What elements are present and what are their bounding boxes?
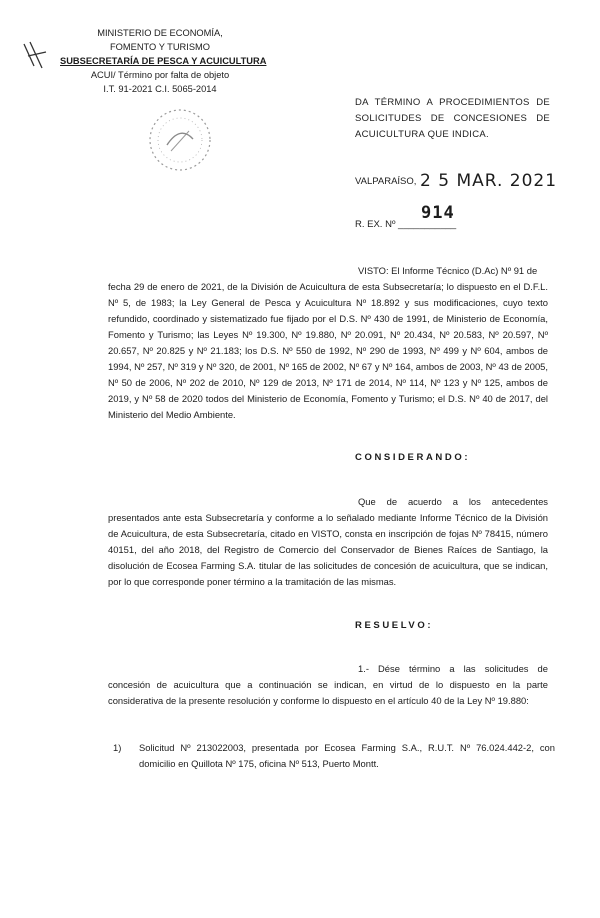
list-item-text: Solicitud Nº 213022003, presentada por Ecosea Farming S.A., R.U.T. Nº 76.024.442-2, con domicilio en Quillota Nº 175, oficina Nº 513, Puerto Montt. (139, 742, 555, 769)
considerando-paragraph (108, 494, 548, 590)
date-stamp: 2 5 MAR. 2021 (420, 171, 558, 191)
handwritten-initials (20, 38, 50, 78)
reference-line-2: I.T. 91-2021 C.I. 5065-2014 (103, 84, 217, 94)
resolution-title: DA TÉRMINO A PROCEDIMIENTOS DE SOLICITUDES DE CONCESIONES DE ACUICULTURA QUE INDICA. (355, 97, 550, 140)
considerando-heading: CONSIDERANDO: (355, 452, 471, 463)
letterhead (60, 26, 280, 96)
place-label: VALPARAÍSO, (355, 176, 417, 187)
visto-paragraph (108, 263, 548, 423)
list-item-number: 1) (113, 742, 122, 753)
considerando-body: presentados ante esta Subsecretaría y conforme a lo señalado mediante Informe Técnico de la División de Acuicultura, de esta Subsecretaría, citado en VISTO, consta en inscripción de fojas Nº 78415, número 40151, del año 2018, del Registro de Comercio del Conservador de Bienes Raíces de Santiago, la disolución de Ecosea Farming S.A. titular de las solicitudes de concesión de acuicultura, que se indican, por lo que corresponde poner término a la tramitación de las mismas. (108, 512, 548, 587)
visto-body: fecha 29 de enero de 2021, de la División de Acuicultura de esta Subsecretaría; lo dispuesto en el D.F.L. Nº 5, de 1983; la Ley General de Pesca y Acuicultura Nº 18.892 y sus modificaciones, cuyo texto refundido, coordinado y sistematizado fue fijado por el D.S. Nº 430 de 1991, de Ministerio de Economía, Fomento y Turismo; las Leyes Nº 19.300, Nº 19.880, Nº 20.091, Nº 20.434, Nº 20.583, Nº 20.597, Nº 20.657, Nº 20.825 y Nº 21.183; los D.S. Nº 550 de 1992, Nº 290 de 1993, Nº 499 y Nº 604, ambos de 1994, Nº 257, Nº 319 y Nº 320, de 2001, Nº 165 de 2002, Nº 67 y Nº 164, ambos de 2003, Nº 43 de 2005, Nº 50 de 2006, Nº 202 de 2010, Nº 129 de 2013, Nº 171 de 2014, Nº 114, Nº 123 y Nº 125, ambos de 2019, y Nº 58 de 2020 todos del Ministerio de Economía, Fomento y Turismo; el D.S. Nº 40 de 2017, del Ministerio del Medio Ambiente. (108, 281, 548, 420)
resuelvo-paragraph (108, 661, 548, 709)
considerando-first-line: Que de acuerdo a los antecedentes (358, 496, 548, 507)
official-stamp (145, 105, 215, 175)
resuelvo-body: concesión de acuicultura que a continuación se indican, en virtud de lo dispuesto en la parte considerativa de la presente resolución y conforme lo dispuesto en el artículo 40 de la Ley Nº 19.880: (108, 679, 548, 706)
ministry-line-2: FOMENTO Y TURISMO (109, 42, 211, 52)
subsecretaria-name: SUBSECRETARÍA DE PESCA Y ACUICULTURA (60, 56, 267, 66)
reference-line-1: ACUI/ Término por falta de objeto (90, 70, 230, 80)
resuelvo-first-line: 1.- Dése término a las solicitudes de (358, 663, 548, 674)
resolution-number: 914 (421, 203, 455, 223)
visto-first-line: VISTO: El Informe Técnico (D.Ac) Nº 91 de (358, 265, 538, 276)
ministry-line-1: MINISTERIO DE ECONOMÍA, (97, 28, 223, 38)
resolution-number-label: R. EX. Nº ___________ (355, 219, 457, 230)
resuelvo-heading: RESUELVO: (355, 620, 434, 631)
